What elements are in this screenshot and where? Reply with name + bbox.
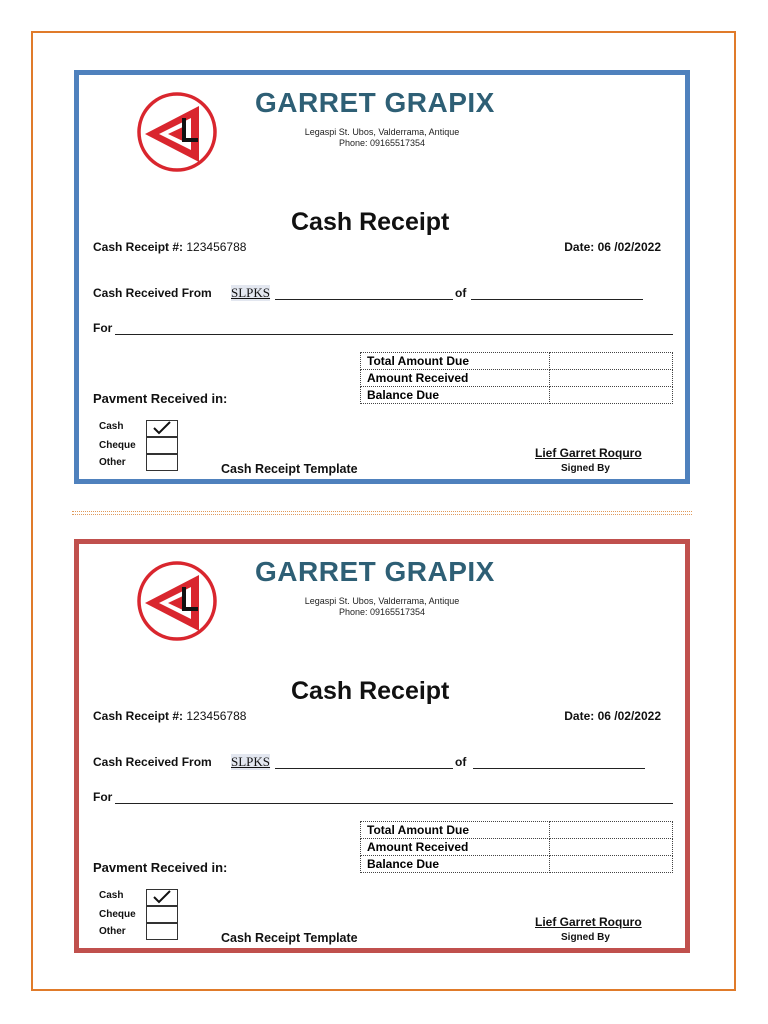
cut-line-divider <box>72 511 692 515</box>
total-amount-due-value[interactable] <box>550 353 673 370</box>
table-row <box>361 856 673 873</box>
receipt-number-label: Cash Receipt #: <box>93 709 184 723</box>
amount-received-value[interactable] <box>550 839 673 856</box>
signer-name: Lief Garret Roquro <box>535 915 642 929</box>
of-label: of <box>455 755 467 769</box>
table-row <box>361 822 673 839</box>
received-from-line <box>275 768 453 769</box>
receipt-2 <box>74 539 690 953</box>
date-label: Date: <box>564 709 595 723</box>
payment-received-label: Pavment Received in: <box>93 391 228 406</box>
received-from-label: Cash Received From <box>93 286 212 300</box>
receipt-1 <box>74 70 690 484</box>
company-logo-icon <box>135 90 219 174</box>
template-label: Cash Receipt Template <box>221 462 358 476</box>
cheque-option-label: Cheque <box>99 909 136 920</box>
company-address: Legaspi St. Ubos, Valderrama, Antique <box>304 127 460 137</box>
total-amount-due-label: Total Amount Due <box>361 822 550 839</box>
receipt-number <box>93 709 246 723</box>
cash-checkbox[interactable] <box>146 420 178 437</box>
received-from-line <box>275 299 453 300</box>
amount-received-label: Amount Received <box>361 839 550 856</box>
receipt-date <box>564 240 661 254</box>
checkmark-icon <box>152 421 172 436</box>
cash-option-label: Cash <box>99 890 124 901</box>
received-from-value[interactable]: SLPKS <box>231 285 271 300</box>
amount-received-label: Amount Received <box>361 370 550 387</box>
date-value: 06 /02/2022 <box>597 240 661 254</box>
receipt-number-value: 123456788 <box>186 240 247 254</box>
table-row <box>361 387 673 404</box>
cash-checkbox[interactable] <box>146 889 178 906</box>
date-label: Date: <box>564 240 595 254</box>
company-logo-icon <box>135 559 219 643</box>
of-line[interactable] <box>473 768 645 769</box>
for-label: For <box>93 321 113 335</box>
total-amount-due-label: Total Amount Due <box>361 353 550 370</box>
signed-by-label: Signed By <box>561 932 610 943</box>
receipt-title: Cash Receipt <box>291 208 450 236</box>
table-row <box>361 353 673 370</box>
cheque-checkbox[interactable] <box>146 906 178 923</box>
other-option-label: Other <box>99 926 126 937</box>
receipt-number-label: Cash Receipt #: <box>93 240 184 254</box>
for-line[interactable] <box>115 334 673 335</box>
receipt-number <box>93 240 246 254</box>
table-row <box>361 839 673 856</box>
table-row <box>361 370 673 387</box>
company-name: GARRET GRAPIX <box>255 556 495 587</box>
cash-option-label: Cash <box>99 421 124 432</box>
of-label: of <box>455 286 467 300</box>
of-line[interactable] <box>471 299 643 300</box>
template-label: Cash Receipt Template <box>221 931 358 945</box>
total-amount-due-value[interactable] <box>550 822 673 839</box>
balance-due-value[interactable] <box>550 387 673 404</box>
company-address: Legaspi St. Ubos, Valderrama, Antique <box>304 596 460 606</box>
cheque-option-label: Cheque <box>99 440 136 451</box>
amount-received-value[interactable] <box>550 370 673 387</box>
amount-table <box>360 821 673 873</box>
signed-by-label: Signed By <box>561 463 610 474</box>
other-checkbox[interactable] <box>146 923 178 940</box>
cheque-checkbox[interactable] <box>146 437 178 454</box>
received-from-value[interactable]: SLPKS <box>231 754 271 769</box>
company-phone: Phone: 09165517354 <box>338 607 426 617</box>
date-value: 06 /02/2022 <box>597 709 661 723</box>
amount-table <box>360 352 673 404</box>
payment-received-label: Pavment Received in: <box>93 860 228 875</box>
balance-due-label: Balance Due <box>361 387 550 404</box>
other-checkbox[interactable] <box>146 454 178 471</box>
receipt-number-value: 123456788 <box>186 709 247 723</box>
for-line[interactable] <box>115 803 673 804</box>
other-option-label: Other <box>99 457 126 468</box>
balance-due-value[interactable] <box>550 856 673 873</box>
receipt-date <box>564 709 661 723</box>
checkmark-icon <box>152 890 172 905</box>
for-label: For <box>93 790 113 804</box>
company-phone: Phone: 09165517354 <box>338 138 426 148</box>
balance-due-label: Balance Due <box>361 856 550 873</box>
received-from-label: Cash Received From <box>93 755 212 769</box>
company-name: GARRET GRAPIX <box>255 87 495 118</box>
receipt-title: Cash Receipt <box>291 677 450 705</box>
signer-name: Lief Garret Roquro <box>535 446 642 460</box>
